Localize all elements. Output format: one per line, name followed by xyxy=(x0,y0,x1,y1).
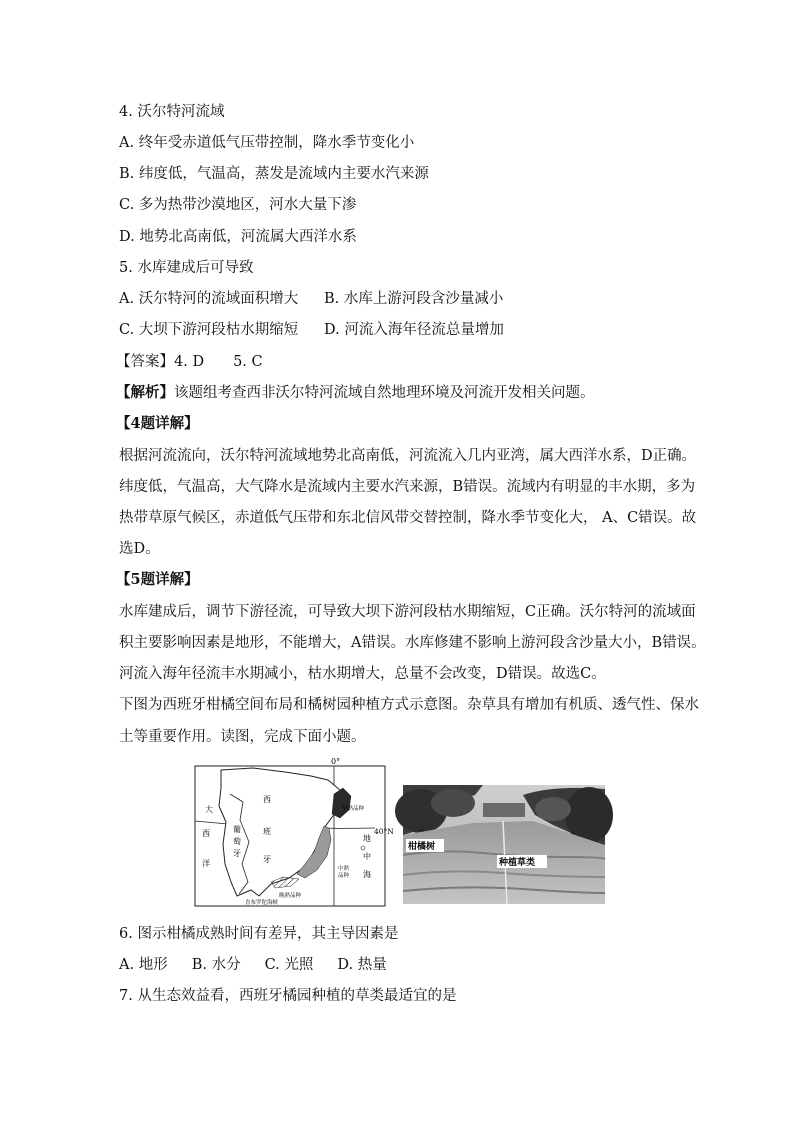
q5-option-d: D. 河流入海年径流总量增加 xyxy=(324,322,504,338)
q6-stem: 6. 图示柑橘成熟时间有差异，其主导因素是 xyxy=(119,926,399,942)
map-label-xi2: 西 xyxy=(263,795,271,804)
detail4-line-1: 根据河流流向，沃尔特河流域地势北高南低，河流流入几内亚湾，属大西洋水系，D正确。 xyxy=(119,448,697,464)
q6-option-c: C. 光照 xyxy=(264,957,314,973)
q5-options-row1 xyxy=(119,289,504,309)
detail5-line-1: 水库建成后，调节下游径流，可导致大坝下游河段枯水期缩短，C正确。沃尔特河的流域面 xyxy=(119,604,696,620)
meridian-label: 0° xyxy=(331,757,341,766)
parallel-label: 40°N xyxy=(374,827,394,836)
detail4-line-4: 选D。 xyxy=(119,541,160,557)
orchard-photo xyxy=(403,785,605,904)
detail5-heading: 【5题详解】 xyxy=(116,571,199,588)
q5-stem: 5. 水库建成后可导致 xyxy=(119,260,254,276)
q6-options xyxy=(119,955,411,975)
mid-variety-label-2: 品种 xyxy=(338,873,350,879)
q7-stem: 7. 从生态效益看，西班牙橘园种植的草类最适宜的是 xyxy=(119,988,457,1004)
figure xyxy=(193,758,605,910)
detail5-line-2: 积主要影响因素是地形，不能增大，A错误。水库修建不影响上游河段含沙量大小，B错误。 xyxy=(119,635,706,651)
map-label-pu: 葡 xyxy=(233,825,241,834)
map-label-ya2: 牙 xyxy=(263,855,271,864)
map-label-ban: 班 xyxy=(263,827,271,836)
map-label-da: 大 xyxy=(205,805,213,814)
detail5-line-3: 河流入海年径流丰水期减小，枯水期增大，总量不会改变，D错误。故选C。 xyxy=(119,666,606,682)
q5-option-b: B. 水库上游河段含沙量减小 xyxy=(324,291,504,307)
spain-citrus-map xyxy=(193,757,394,908)
intro-line-2: 土等重要作用。读图，完成下面小题。 xyxy=(119,729,366,745)
q4-option-d: D. 地势北高南低，河流属大西洋水系 xyxy=(119,229,357,245)
analysis-line xyxy=(116,383,595,403)
detail4-heading: 【4题详解】 xyxy=(116,415,199,432)
map-label-yang: 洋 xyxy=(202,859,210,868)
mid-variety-label-1: 中熟 xyxy=(338,866,350,872)
map-label-di: 地 xyxy=(363,834,371,843)
map-label-ya1: 牙 xyxy=(233,849,241,858)
map-label-tao: 萄 xyxy=(233,837,241,846)
map-label-hai: 海 xyxy=(363,870,371,879)
q4-option-c: C. 多为热带沙漠地区，河水大量下渗 xyxy=(119,197,357,213)
q4-option-b: B. 纬度低，气温高，蒸发是流域内主要水汽来源 xyxy=(119,166,429,182)
q6-option-d: D. 热量 xyxy=(337,957,387,973)
map-label-zhong: 中 xyxy=(363,852,371,861)
detail4-line-2: 纬度低，气温高，大气降水是流域内主要水汽来源，B错误。流域内有明显的丰水期，多为 xyxy=(119,479,696,495)
gibraltar-label: 直布罗陀海峡 xyxy=(245,900,279,906)
q5-option-a: A. 沃尔特河的流域面积增大 xyxy=(119,291,299,307)
map-label-xi: 西 xyxy=(202,829,210,838)
q4-stem: 4. 沃尔特河流域 xyxy=(119,104,225,120)
q6-option-a: A. 地形 xyxy=(119,957,168,973)
late-variety-label: 晚熟品种 xyxy=(279,893,302,899)
tree-label: 柑橘树 xyxy=(408,842,436,852)
q5-option-c: C. 大坝下游河段枯水期缩短 xyxy=(119,322,299,338)
q5-options-row2 xyxy=(119,320,504,340)
intro-line-1: 下图为西班牙柑橘空间布局和橘树园种植方式示意图。杂草具有增加有机质、透气性、保水 xyxy=(119,697,699,713)
q4-option-a: A. 终年受赤道低气压带控制，降水季节变化小 xyxy=(119,135,415,151)
answer-line: 【答案】4. D 5. C xyxy=(116,354,263,370)
analysis-text: 该题组考查西非沃尔特河流域自然地理环境及河流开发相关问题。 xyxy=(174,385,595,401)
detail4-line-3: 热带草原气候区，赤道低气压带和东北信风带交替控制，降水季节变化大， A、C错误。故 xyxy=(119,510,697,526)
early-variety-label: 早熟品种 xyxy=(342,806,365,812)
q6-option-b: B. 水分 xyxy=(191,957,241,973)
grass-label: 种植草类 xyxy=(499,858,536,868)
analysis-tag: 【解析】 xyxy=(116,384,174,401)
